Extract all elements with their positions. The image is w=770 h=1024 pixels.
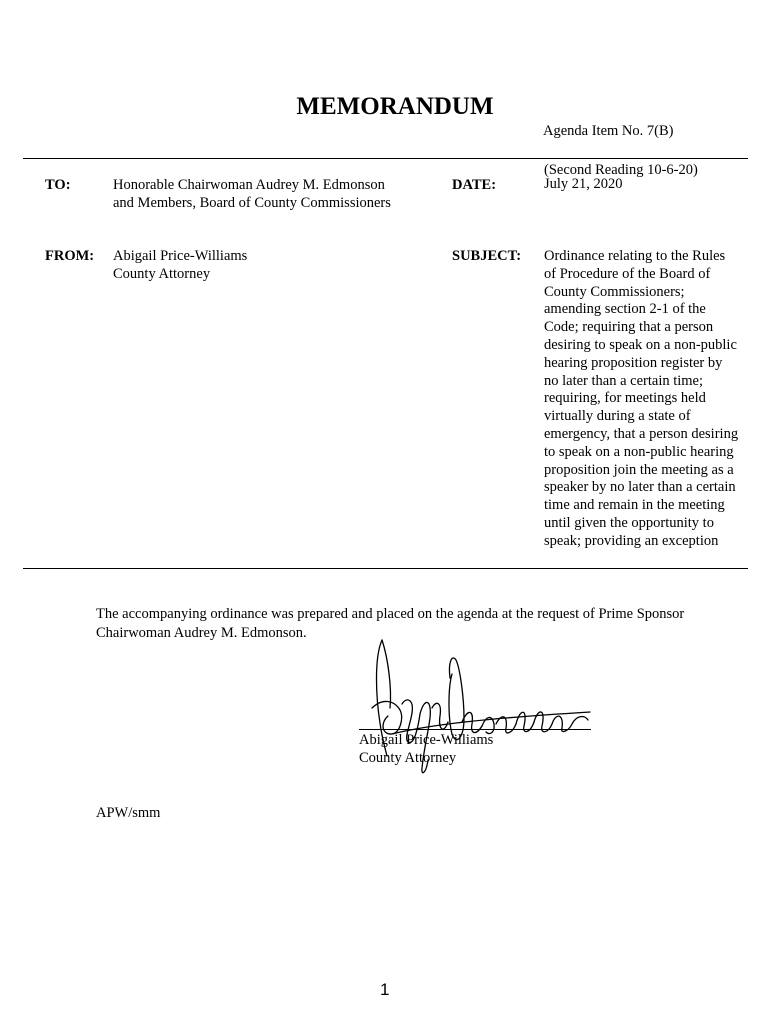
subject-line: speaker by no later than a certain bbox=[544, 479, 736, 496]
to-recipient-line-1: Honorable Chairwoman Audrey M. Edmonson bbox=[113, 177, 385, 193]
memo-title: MEMORANDUM bbox=[296, 93, 494, 120]
subject-text bbox=[544, 248, 754, 551]
page-number: 1 bbox=[380, 980, 390, 999]
subject-line: time and remain in the meeting bbox=[544, 497, 725, 514]
header-bottom-rule bbox=[23, 568, 748, 569]
subject-line: of Procedure of the Board of bbox=[544, 265, 711, 282]
memo-date: July 21, 2020 bbox=[544, 176, 623, 192]
subject-line: Code; requiring that a person bbox=[544, 319, 714, 336]
subject-line: hearing proposition register by bbox=[544, 354, 723, 371]
signer-name: Abigail Price-Williams bbox=[359, 732, 494, 748]
subject-line: proposition join the meeting as a bbox=[544, 461, 734, 478]
from-sender-title: County Attorney bbox=[113, 266, 211, 282]
second-reading-note: (Second Reading 10-6-20) bbox=[544, 162, 698, 178]
subject-line: requiring, for meetings held bbox=[544, 390, 706, 407]
subject-line: amending section 2-1 of the bbox=[544, 301, 706, 318]
to-label: TO: bbox=[45, 177, 71, 193]
body-paragraph-line-1: The accompanying ordinance was prepared and placed on the agenda at the request of Prime Sponsor bbox=[96, 606, 685, 622]
subject-line: to speak on a non-public hearing bbox=[544, 443, 734, 460]
subject-line: desiring to speak on a non-public bbox=[544, 336, 737, 353]
body-paragraph-line-2: Chairwoman Audrey M. Edmonson. bbox=[96, 625, 307, 641]
subject-line: County Commissioners; bbox=[544, 283, 685, 300]
date-label: DATE: bbox=[452, 177, 497, 193]
subject-line: no later than a certain time; bbox=[544, 372, 704, 389]
agenda-item-number: Agenda Item No. 7(B) bbox=[543, 123, 674, 139]
subject-line: until given the opportunity to bbox=[544, 514, 714, 531]
subject-line: virtually during a state of bbox=[544, 408, 691, 425]
subject-label: SUBJECT: bbox=[452, 248, 522, 264]
header-top-rule bbox=[23, 158, 748, 159]
from-label: FROM: bbox=[45, 248, 95, 264]
signer-title: County Attorney bbox=[359, 750, 457, 766]
subject-line: emergency, that a person desiring bbox=[544, 425, 739, 442]
from-sender-name: Abigail Price-Williams bbox=[113, 248, 248, 264]
subject-line: Ordinance relating to the Rules bbox=[544, 248, 726, 264]
signature-line bbox=[359, 729, 591, 730]
to-recipient-line-2: and Members, Board of County Commissioners bbox=[113, 195, 391, 211]
subject-line: speak; providing an exception bbox=[544, 532, 719, 549]
typist-initials: APW/smm bbox=[96, 805, 161, 821]
